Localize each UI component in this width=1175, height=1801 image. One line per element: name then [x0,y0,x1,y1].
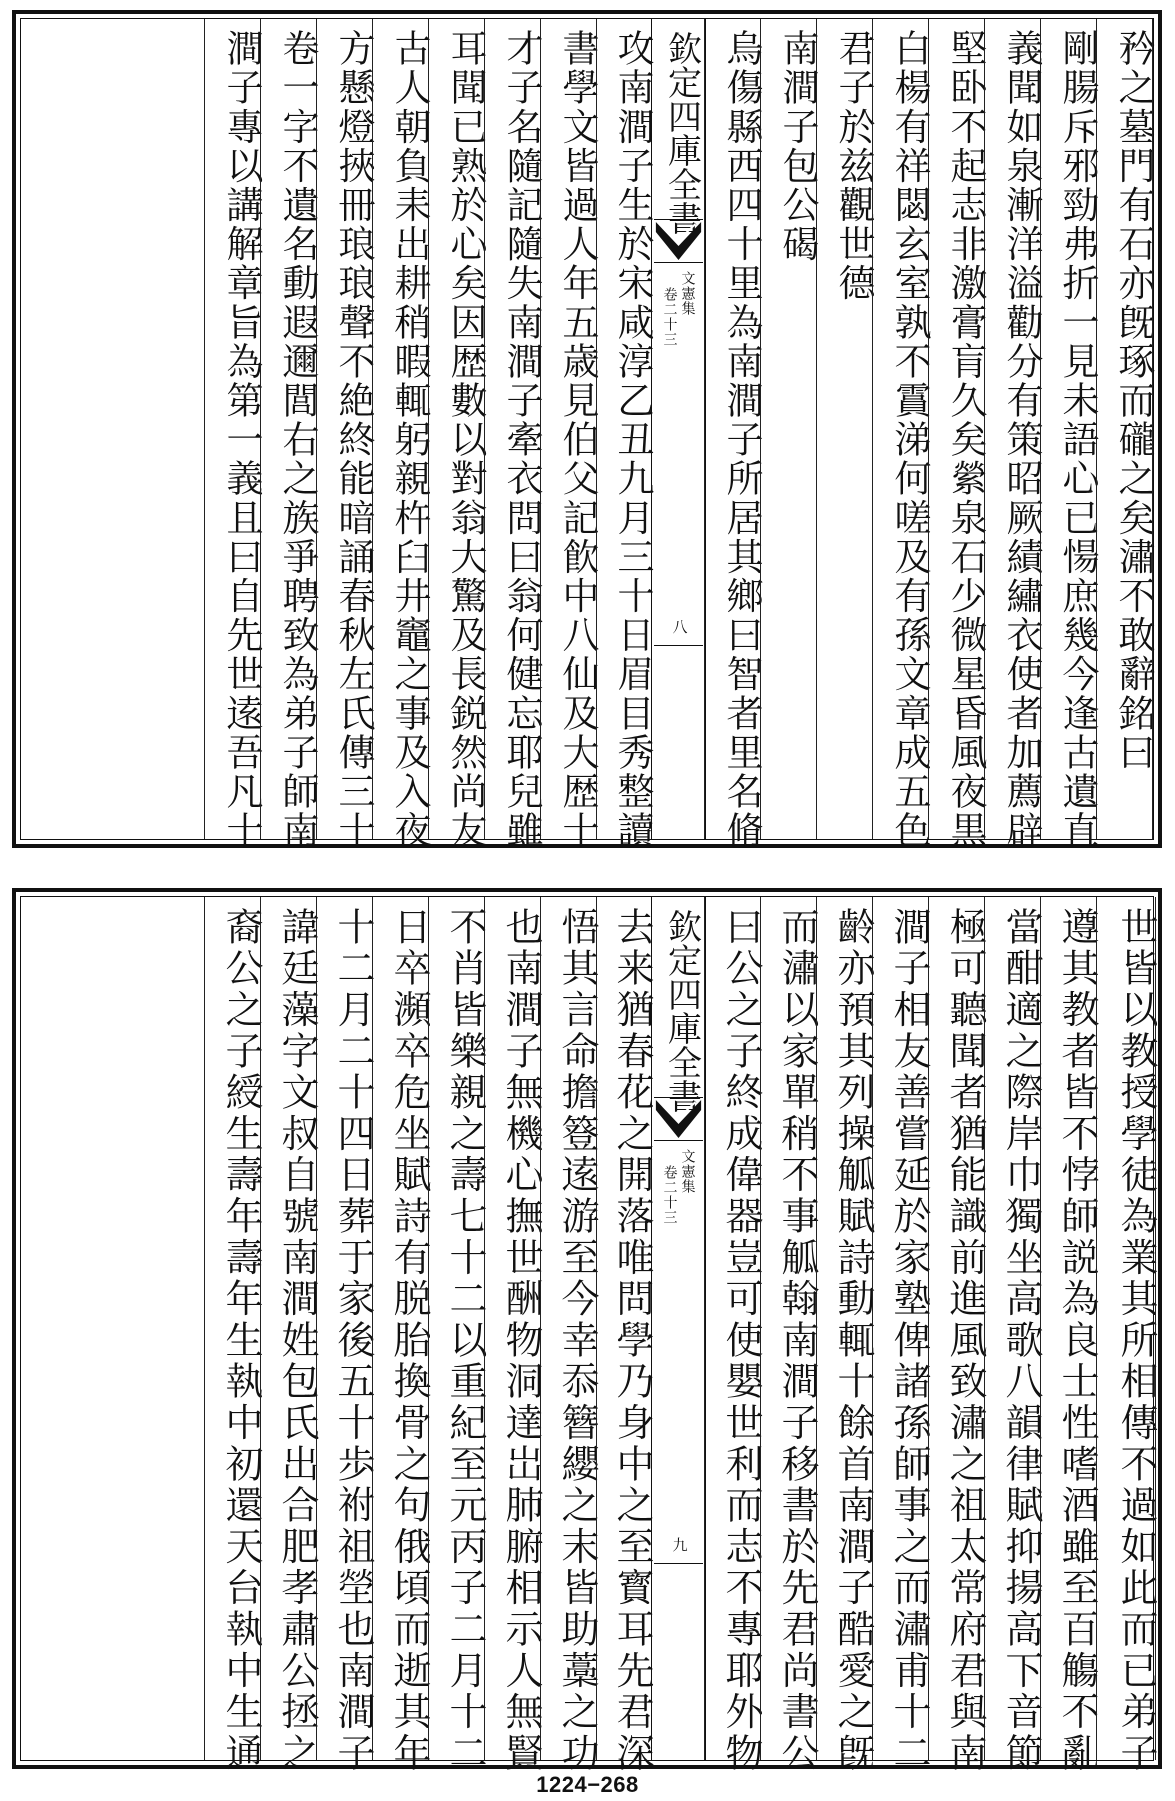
text-column [704,897,763,1775]
column-text: 極可聽聞者猶能識前進風致潚之祖太常府君與南 [943,907,987,1775]
text-column [1040,897,1099,1775]
column-text: 白楊有祥閟玄室孰不霣涕何嗟及有孫文章成五色 [888,29,931,851]
fold-leaf-number: 八 [670,619,689,634]
fold-leaf-number: 九 [670,1537,689,1552]
column-rule [1155,897,1156,1760]
column-rule [260,19,261,839]
column-text: 裔公之子綬生壽年壽年生執中初還天台執中生通 [219,907,263,1775]
column-rule [816,897,817,1760]
text-column [540,19,599,851]
column-text: 君子於兹觀世德 [832,29,875,303]
text-column [1096,19,1155,839]
column-rule [872,897,873,1760]
column-text: 卷一字不遺名動遐邇閭右之族爭聘致為弟子師南 [276,29,319,851]
fold-collection-name: 文憲集 [679,271,696,316]
column-text: 烏傷縣西四十里為南澗子所居其鄉曰智者里名脩 [720,29,763,851]
column-rule [484,897,485,1760]
text-column [1096,897,1158,1775]
text-column [984,897,1043,1775]
column-text: 堅卧不起志非激膏肓久矣縈泉石少微星昏風夜黒 [944,29,987,851]
column-text: 南澗子包公碣 [776,29,819,264]
text-column [540,897,599,1775]
column-rule [1040,19,1041,839]
column-text: 剛腸斥邪勁弗折一見未語心已愓庶幾今逢古遺直 [1056,29,1099,851]
column-text: 耳聞已熟於心矣因歴數以對翁大驚及長鋭然尚友 [444,29,487,851]
upper-page [12,10,1162,851]
upper-page-frame [20,18,1155,851]
text-column [816,897,875,1775]
column-text: 方懸燈挾冊琅琅聲不絶終能暗誦春秋左氏傳三十 [332,29,375,851]
lower-page [12,888,1162,1775]
column-text: 齡亦預其列操觚賦詩動輒十餘首南澗子酷愛之旣 [831,907,875,1775]
column-text: 諱廷藻字文叔自號南澗姓包氏出合肥孝肅公拯之 [275,907,319,1775]
column-rule [372,19,373,839]
text-column [1040,19,1099,851]
text-column [484,897,543,1775]
column-rule [984,19,985,839]
text-column [816,19,875,839]
page-number: 1224−268 [536,1772,639,1797]
fold-rule [654,645,703,646]
fold-title: 欽定四庫全書 [661,31,702,235]
text-column [484,19,543,851]
text-column [316,897,375,1775]
text-column [204,897,263,1775]
text-column [984,19,1043,851]
column-rule [1152,19,1153,839]
column-text: 古人朝負耒出耕稍暇輒躬親杵臼井竈之事及入夜 [388,29,431,851]
text-column [928,19,987,851]
column-rule [204,19,205,839]
column-text: 世皆以教授學徒為業其所相傳不過如此而已弟子 [1114,907,1158,1775]
column-rule [596,897,597,1760]
text-column [428,19,487,851]
column-rule [204,897,205,1760]
column-text: 矜之墓門有石亦旣琢而礲之矣潚不敢辭銘曰 [1112,29,1155,772]
column-rule [928,19,929,839]
fold-juan-number: 卷二十三 [661,1165,678,1225]
column-rule [928,897,929,1760]
column-rule [372,897,373,1760]
text-column [428,897,487,1775]
column-text: 不肖皆樂親之壽七十二以重紀至元丙子二月十二 [443,907,487,1775]
center-fold [651,19,706,839]
text-column [316,19,375,851]
center-fold [651,897,706,1760]
column-rule [872,19,873,839]
text-column [260,19,319,851]
column-rule [984,897,985,1760]
fishtail-mark-icon [654,219,703,263]
text-column [204,19,263,851]
column-text: 遵其教者皆不悖師説為良士性嗜酒雖至百觴不亂 [1055,907,1099,1775]
fold-rule [654,1563,703,1564]
fold-collection-name: 文憲集 [679,1149,696,1194]
column-text: 也南澗子無機心撫世酬物洞達岀肺腑相示人無賢 [499,907,543,1775]
column-text: 十二月二十四日葬于家後五十歩祔祖塋也南澗子 [331,907,375,1775]
text-column [596,19,654,851]
text-column [872,19,931,851]
column-rule [1096,897,1097,1760]
text-column [704,19,763,851]
column-text: 書學文皆過人年五歳見伯父記飮中八仙及大歴十 [556,29,599,851]
text-column [372,19,431,851]
column-rule [540,19,541,839]
column-text: 曰公之子終成偉器豈可使嬰世利而志不專耶外物 [719,907,763,1775]
text-column [596,897,654,1775]
column-text: 義聞如泉漸洋溢勸分有策昭厥績繡衣使者加薦辟 [1000,29,1043,851]
text-column [260,897,319,1775]
column-text: 而潚以家單稍不事觚翰南澗子移書於先君尚書公 [775,907,819,1775]
text-column [760,897,819,1775]
fishtail-mark-icon [654,1097,703,1141]
column-text: 去来猶春花之開落唯問學乃身中之至寳耳先君深 [610,907,654,1775]
column-rule [316,897,317,1760]
column-rule [760,897,761,1760]
column-rule [484,19,485,839]
column-rule [428,897,429,1760]
column-text: 才子名隨記隨失南澗子牽衣問曰翁何健忘耶兒雖 [500,29,543,851]
column-text: 攻南澗子生於宋咸淳乙丑九月三十日眉目秀整讀 [611,29,654,851]
column-rule [540,897,541,1760]
column-rule [260,897,261,1760]
column-rule [1040,897,1041,1760]
column-text: 澗子相友善嘗延於家塾俾諸孫師事之而潚甫十二 [887,907,931,1775]
column-rule [316,19,317,839]
column-rule [760,19,761,839]
column-rule [596,19,597,839]
column-text: 日卒瀕卒危坐賦詩有脱胎換骨之句俄頃而逝其年 [387,907,431,1775]
lower-page-frame [20,896,1158,1775]
text-column [928,897,987,1775]
fold-juan-number: 卷二十三 [661,287,678,347]
text-column [872,897,931,1775]
column-text: 澗子專以講解章旨為第一義且曰自先世逺吾凡十 [220,29,263,851]
text-column [760,19,819,839]
column-rule [428,19,429,839]
column-rule [816,19,817,839]
fold-title: 欽定四庫全書 [661,909,702,1113]
text-column [372,897,431,1775]
column-rule [1096,19,1097,839]
column-text: 當酣適之際岸巾獨坐高歌八韻律賦抑揚高下音節 [999,907,1043,1775]
column-text: 悟其言命擔簦逺游至今幸忝簪纓之末皆助藁之功 [555,907,599,1775]
